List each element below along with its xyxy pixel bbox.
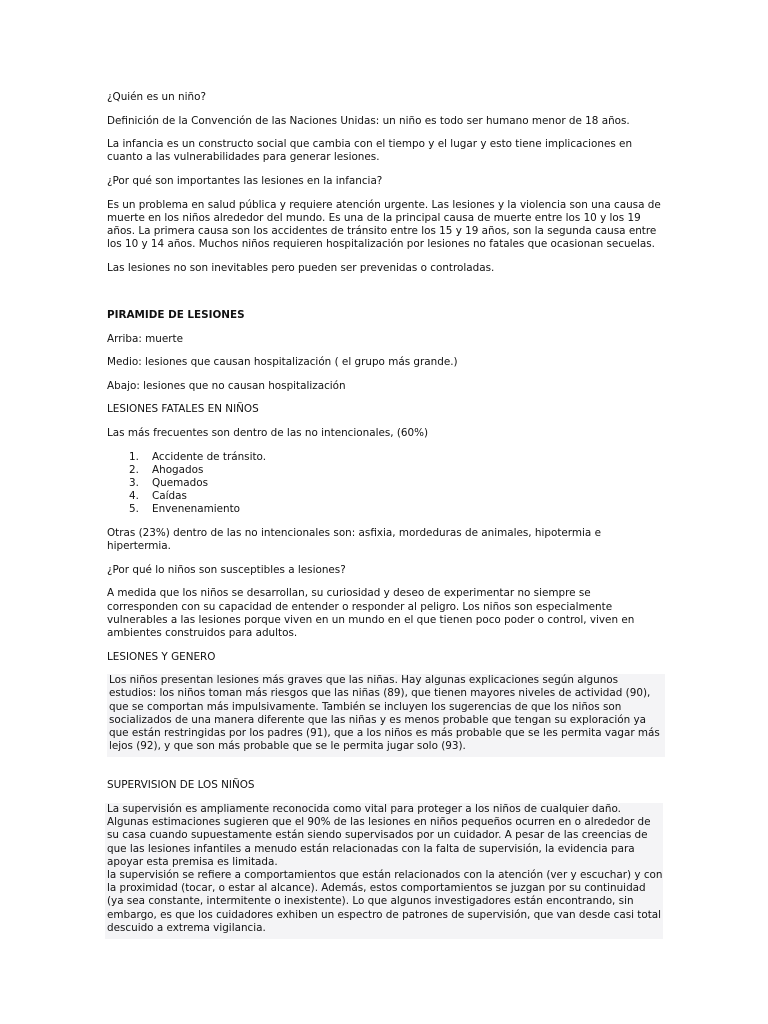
public-health-paragraph: Es un problema en salud pública y requiere atención urgente. Las lesiones y la violencia son una causa de muerte en los niños alrededor del mundo. Es una de la principal causa de muerte entre los 10 y los 19 años. La primera causa son los accidentes de tránsito entre los 15 y 19 años, son la segunda causa entre los 10 y 14 años. Muchos niños requieren hospitalización por lesiones no fatales que ocasionan secuelas. — [107, 198, 661, 251]
fatal-injuries-intro: Las más frecuentes son dentro de las no intencionales, (60%) — [107, 426, 429, 439]
susceptible-paragraph: A medida que los niños se desarrollan, su curiosidad y deseo de experimentar no siempre se corresponden con su capacidad de entender o responder al peligro. Los niños son especialmente vulnerables a las lesiones porque viven en un mundo en el que tienen poco poder o control, viven en ambientes construidos para adultos. — [107, 587, 635, 639]
supervision-block — [105, 803, 663, 939]
list-item-text: Accidente de tránsito. — [152, 450, 267, 463]
supervision-heading: SUPERVISION DE LOS NIÑOS — [107, 779, 255, 792]
list-number: 2. — [129, 463, 139, 476]
list-item — [107, 451, 663, 464]
pyramid-bottom: Abajo: lesiones que no causan hospitalización — [107, 379, 346, 392]
list-number: 1. — [129, 450, 139, 463]
preventable-paragraph: Las lesiones no son inevitables pero pueden ser prevenidas o controladas. — [107, 261, 495, 274]
gender-paragraph: Los niños presentan lesiones más graves que las niñas. Hay algunas explicaciones según algunos estudios: los niños toman más riesgos que las niñas (89), que tienen mayores niveles de actividad (90), que se comportan más impulsivamente. También se incluyen los sugerencias de que los niños son socializados de una manera diferente que las niñas y es menos probable que tengan su exploración ya que están restringidas por los padres (91), que a los niños es más probable que se les permita vagar más lejos (92), y que son más probable que se le permita jugar solo (93). — [107, 674, 665, 757]
list-item-text: Ahogados — [152, 463, 204, 476]
list-item — [107, 477, 663, 490]
list-item-text: Quemados — [152, 476, 209, 489]
question-who-is-child: ¿Quién es un niño? — [107, 91, 206, 103]
pyramid-middle: Medio: lesiones que causan hospitalización ( el grupo más grande.) — [107, 356, 458, 369]
list-number: 3. — [129, 476, 139, 489]
fatal-injuries-heading: LESIONES FATALES EN NIÑOS — [107, 403, 259, 416]
document-body — [107, 91, 663, 939]
supervision-paragraph-2: la supervisión se refiere a comportamientos que están relacionados con la atención (ver y escuchar) y con la proximidad (tocar, o estar al alcance). Además, estos comportamientos se juzgan por su continuidad (ya sea constante, intermitente o inexistente). Lo que algunos investigadores están encontrando, sin embargo, es que los cuidadores exhiben un espectro de patrones de supervisión, que van desde casi total descuido a extrema vigilancia. — [107, 868, 663, 934]
supervision-paragraph-1: La supervisión es ampliamente reconocida como vital para proteger a los niños de cualquier daño. Algunas estimaciones sugieren que el 90% de las lesiones en niños pequeños ocurren en o alrededor de su casa cuando supuestamente están siendo supervisados por un cuidador. A pesar de las creencias de que las lesiones infantiles a menudo están relacionadas con la falta de supervisión, la evidencia para apoyar esta premisa es limitada. — [107, 802, 651, 868]
pyramid-top: Arriba: muerte — [107, 332, 183, 345]
other-causes-paragraph: Otras (23%) dentro de las no intencionales son: asfixia, mordeduras de animales, hipotermia e hipertermia. — [107, 526, 601, 553]
list-number: 5. — [129, 503, 139, 516]
gender-heading: LESIONES Y GENERO — [107, 650, 216, 663]
list-number: 4. — [129, 490, 139, 503]
list-item — [107, 464, 663, 477]
infancy-paragraph: La infancia es un constructo social que cambia con el tiempo y el lugar y esto tiene implicaciones en cuanto a las vulnerabilidades para generar lesiones. — [107, 138, 633, 164]
list-item — [107, 503, 663, 516]
pyramid-heading: PIRAMIDE DE LESIONES — [107, 308, 245, 321]
un-definition: Definición de la Convención de las Naciones Unidas: un niño es todo ser humano menor de 18 años. — [107, 114, 630, 127]
list-item-text: Envenenamiento — [152, 503, 241, 516]
list-item — [107, 490, 663, 503]
question-why-important: ¿Por qué son importantes las lesiones en la infancia? — [107, 174, 383, 187]
fatal-causes-list — [107, 451, 663, 517]
list-item-text: Caídas — [152, 490, 187, 503]
question-why-susceptible: ¿Por qué lo niños son susceptibles a lesiones? — [107, 563, 346, 576]
